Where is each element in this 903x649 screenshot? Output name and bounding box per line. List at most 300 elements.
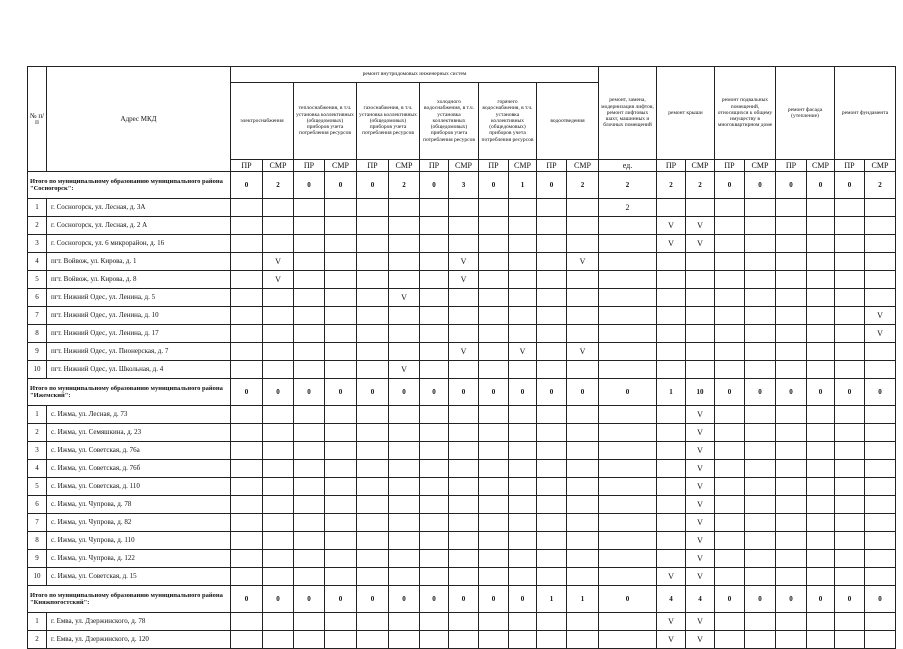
cell-value xyxy=(389,253,420,271)
row-number: 4 xyxy=(28,253,47,271)
cell-value xyxy=(835,478,865,496)
cell-value xyxy=(389,532,420,550)
cell-value xyxy=(807,325,835,343)
cell-value xyxy=(599,325,657,343)
cell-value: V xyxy=(686,478,715,496)
cell-value xyxy=(389,406,420,424)
cell-value xyxy=(776,550,807,568)
cell-value: 0 xyxy=(865,379,896,406)
cell-value xyxy=(449,460,479,478)
cell-value: 2 xyxy=(686,172,715,199)
row-address: с. Ижма, ул. Советская, д. 76б xyxy=(47,460,231,478)
row-number: 2 xyxy=(28,424,47,442)
cell-value xyxy=(263,289,294,307)
cell-value xyxy=(835,568,865,586)
cell-value xyxy=(776,460,807,478)
cell-value xyxy=(657,361,686,379)
row-address: пгт. Войвож, ул. Кирова, д. 1 xyxy=(47,253,231,271)
cell-value xyxy=(776,217,807,235)
table-row xyxy=(28,361,896,379)
cell-value: 0 xyxy=(231,379,263,406)
cell-value: 0 xyxy=(835,586,865,613)
cell-value xyxy=(325,478,357,496)
capital-repair-table xyxy=(27,66,896,649)
cell-value xyxy=(715,424,745,442)
cell-value: 4 xyxy=(657,586,686,613)
row-number: 5 xyxy=(28,478,47,496)
cell-value xyxy=(479,514,509,532)
cell-value: V xyxy=(657,631,686,649)
subheader-smr-20: СМР xyxy=(865,160,896,172)
cell-value xyxy=(715,496,745,514)
cell-value xyxy=(835,442,865,460)
cell-value xyxy=(389,442,420,460)
cell-value: V xyxy=(657,568,686,586)
cell-value xyxy=(294,253,325,271)
header-col-9: ремонт фасада (утепление) xyxy=(776,67,835,160)
row-address: г. Сосногорск, ул. 6 микрорайон, д. 16 xyxy=(47,235,231,253)
cell-value xyxy=(599,460,657,478)
cell-value: 0 xyxy=(263,379,294,406)
row-number: 3 xyxy=(28,235,47,253)
cell-value: 0 xyxy=(715,172,745,199)
cell-value xyxy=(325,361,357,379)
cell-value xyxy=(449,361,479,379)
cell-value xyxy=(835,514,865,532)
row-address: пгт. Нижний Одес, ул. Школьная, д. 4 xyxy=(47,361,231,379)
cell-value xyxy=(231,235,263,253)
cell-value xyxy=(263,406,294,424)
table-row xyxy=(28,343,896,361)
cell-value xyxy=(776,325,807,343)
cell-value xyxy=(420,424,449,442)
cell-value xyxy=(776,271,807,289)
row-address: с. Ижма, ул. Лесная, д. 73 xyxy=(47,406,231,424)
cell-value xyxy=(715,613,745,631)
cell-value xyxy=(715,199,745,217)
row-number: 1 xyxy=(28,199,47,217)
cell-value xyxy=(420,343,449,361)
cell-value xyxy=(776,343,807,361)
subheader-smr-9: СМР xyxy=(509,160,537,172)
subheader-smr-16: СМР xyxy=(745,160,776,172)
cell-value xyxy=(325,289,357,307)
cell-value: 0 xyxy=(776,379,807,406)
header-col-3: холодного водоснабжения, в т.ч. установка коллективных (общедомовых) приборов учета потребления ресурсов xyxy=(420,83,479,160)
cell-value xyxy=(745,550,776,568)
cell-value xyxy=(357,361,389,379)
cell-value xyxy=(479,361,509,379)
cell-value: V xyxy=(263,271,294,289)
row-number: 1 xyxy=(28,406,47,424)
cell-value xyxy=(807,568,835,586)
header-col-5: водоотведения xyxy=(537,83,599,160)
cell-value: 1 xyxy=(509,172,537,199)
cell-value xyxy=(294,217,325,235)
table-row xyxy=(28,424,896,442)
subheader-smr-1: СМР xyxy=(263,160,294,172)
table-row xyxy=(28,325,896,343)
cell-value xyxy=(745,496,776,514)
cell-value: V xyxy=(263,253,294,271)
cell-value xyxy=(357,406,389,424)
cell-value xyxy=(389,199,420,217)
cell-value xyxy=(479,613,509,631)
cell-value xyxy=(231,514,263,532)
cell-value xyxy=(537,442,567,460)
cell-value: 0 xyxy=(715,379,745,406)
cell-value xyxy=(231,406,263,424)
table-row xyxy=(28,532,896,550)
cell-value xyxy=(807,217,835,235)
header-group-engineering: ремонт внутридомовых инженерных систем xyxy=(231,67,599,83)
header-col-10: ремонт фундамента xyxy=(835,67,896,160)
cell-value xyxy=(263,307,294,325)
cell-value xyxy=(537,289,567,307)
cell-value: 0 xyxy=(357,172,389,199)
cell-value xyxy=(449,532,479,550)
cell-value xyxy=(420,271,449,289)
table-row xyxy=(28,442,896,460)
cell-value xyxy=(567,325,599,343)
cell-value xyxy=(389,478,420,496)
cell-value xyxy=(509,424,537,442)
cell-value xyxy=(776,235,807,253)
cell-value xyxy=(357,217,389,235)
cell-value: V xyxy=(686,496,715,514)
cell-value xyxy=(657,460,686,478)
cell-value xyxy=(807,460,835,478)
cell-value xyxy=(865,550,896,568)
cell-value xyxy=(537,550,567,568)
cell-value xyxy=(835,325,865,343)
table-row xyxy=(28,217,896,235)
cell-value xyxy=(389,235,420,253)
cell-value: V xyxy=(686,235,715,253)
cell-value: V xyxy=(567,343,599,361)
cell-value xyxy=(325,424,357,442)
cell-value xyxy=(715,217,745,235)
cell-value xyxy=(357,460,389,478)
cell-value xyxy=(357,442,389,460)
row-number: 2 xyxy=(28,217,47,235)
cell-value xyxy=(420,253,449,271)
cell-value xyxy=(479,199,509,217)
cell-value xyxy=(865,271,896,289)
cell-value xyxy=(807,199,835,217)
cell-value xyxy=(479,406,509,424)
cell-value xyxy=(420,568,449,586)
cell-value xyxy=(231,478,263,496)
cell-value xyxy=(715,271,745,289)
cell-value: 0 xyxy=(420,379,449,406)
cell-value xyxy=(537,235,567,253)
cell-value xyxy=(357,289,389,307)
cell-value: 0 xyxy=(449,379,479,406)
cell-value xyxy=(715,361,745,379)
cell-value xyxy=(294,271,325,289)
cell-value: V xyxy=(389,361,420,379)
cell-value: 0 xyxy=(479,586,509,613)
cell-value xyxy=(657,406,686,424)
cell-value xyxy=(537,325,567,343)
row-address: г. Сосногорск, ул. Лесная, д. 3А xyxy=(47,199,231,217)
cell-value xyxy=(537,496,567,514)
cell-value xyxy=(420,613,449,631)
cell-value: 4 xyxy=(686,586,715,613)
cell-value: V xyxy=(686,406,715,424)
cell-value xyxy=(715,325,745,343)
cell-value xyxy=(807,361,835,379)
cell-value xyxy=(449,325,479,343)
cell-value xyxy=(294,199,325,217)
cell-value xyxy=(835,235,865,253)
cell-value xyxy=(263,442,294,460)
cell-value xyxy=(263,496,294,514)
cell-value xyxy=(865,361,896,379)
subheader-smr-11: СМР xyxy=(567,160,599,172)
cell-value xyxy=(807,514,835,532)
subheader-smr-18: СМР xyxy=(807,160,835,172)
cell-value xyxy=(715,406,745,424)
cell-value xyxy=(263,424,294,442)
cell-value xyxy=(865,613,896,631)
cell-value: V xyxy=(449,271,479,289)
cell-value xyxy=(776,532,807,550)
cell-value xyxy=(745,289,776,307)
cell-value xyxy=(389,217,420,235)
cell-value xyxy=(657,442,686,460)
cell-value xyxy=(263,325,294,343)
cell-value: V xyxy=(509,343,537,361)
cell-value: 0 xyxy=(745,379,776,406)
cell-value xyxy=(537,568,567,586)
cell-value xyxy=(807,271,835,289)
cell-value xyxy=(599,271,657,289)
cell-value xyxy=(231,325,263,343)
cell-value xyxy=(389,568,420,586)
header-col-0: электроснабжения xyxy=(231,83,294,160)
cell-value: V xyxy=(686,568,715,586)
subheader-pr-4: ПР xyxy=(357,160,389,172)
cell-value xyxy=(509,199,537,217)
cell-value xyxy=(263,217,294,235)
cell-value xyxy=(567,613,599,631)
cell-value xyxy=(776,568,807,586)
cell-value: 0 xyxy=(357,586,389,613)
cell-value xyxy=(509,289,537,307)
cell-value xyxy=(835,343,865,361)
cell-value: 1 xyxy=(567,586,599,613)
cell-value: 10 xyxy=(686,379,715,406)
cell-value xyxy=(567,478,599,496)
cell-value xyxy=(567,532,599,550)
cell-value xyxy=(776,424,807,442)
cell-value xyxy=(745,271,776,289)
cell-value xyxy=(745,343,776,361)
cell-value xyxy=(420,496,449,514)
cell-value xyxy=(449,442,479,460)
table-row xyxy=(28,253,896,271)
cell-value: V xyxy=(567,253,599,271)
cell-value xyxy=(294,424,325,442)
cell-value xyxy=(420,514,449,532)
cell-value xyxy=(479,460,509,478)
cell-value: V xyxy=(686,613,715,631)
row-number: 10 xyxy=(28,568,47,586)
cell-value: 0 xyxy=(325,172,357,199)
cell-value xyxy=(449,613,479,631)
cell-value xyxy=(567,307,599,325)
cell-value xyxy=(807,442,835,460)
cell-value xyxy=(835,289,865,307)
cell-value: V xyxy=(449,253,479,271)
cell-value: 2 xyxy=(389,172,420,199)
cell-value xyxy=(231,217,263,235)
cell-value xyxy=(389,325,420,343)
cell-value xyxy=(420,442,449,460)
cell-value xyxy=(807,532,835,550)
cell-value xyxy=(509,307,537,325)
cell-value xyxy=(599,307,657,325)
row-address: с. Ижма, ул. Чупрова, д. 110 xyxy=(47,532,231,550)
row-number: 6 xyxy=(28,496,47,514)
cell-value xyxy=(325,235,357,253)
cell-value xyxy=(537,478,567,496)
subheader-smr-3: СМР xyxy=(325,160,357,172)
cell-value xyxy=(325,613,357,631)
cell-value xyxy=(657,496,686,514)
row-address: пгт. Нижний Одес, ул. Пионерская, д. 7 xyxy=(47,343,231,361)
subheader-pr-0: ПР xyxy=(231,160,263,172)
cell-value xyxy=(745,424,776,442)
cell-value xyxy=(231,550,263,568)
cell-value xyxy=(537,361,567,379)
cell-value: 0 xyxy=(420,586,449,613)
cell-value xyxy=(865,496,896,514)
table-row xyxy=(28,568,896,586)
table-row xyxy=(28,550,896,568)
cell-value: 2 xyxy=(567,172,599,199)
cell-value xyxy=(509,478,537,496)
cell-value xyxy=(294,496,325,514)
cell-value: 0 xyxy=(263,586,294,613)
cell-value xyxy=(420,235,449,253)
cell-value xyxy=(420,532,449,550)
cell-value xyxy=(449,406,479,424)
cell-value: 0 xyxy=(449,586,479,613)
cell-value: 2 xyxy=(263,172,294,199)
total-label: Итого по муниципальному образованию муниципального района "Княжпогостский": xyxy=(28,586,231,613)
cell-value xyxy=(567,235,599,253)
cell-value xyxy=(745,442,776,460)
cell-value xyxy=(263,613,294,631)
cell-value xyxy=(420,406,449,424)
cell-value xyxy=(231,568,263,586)
cell-value xyxy=(479,235,509,253)
cell-value xyxy=(745,199,776,217)
cell-value: V xyxy=(657,235,686,253)
cell-value xyxy=(294,361,325,379)
cell-value xyxy=(479,478,509,496)
cell-value xyxy=(509,568,537,586)
cell-value xyxy=(263,235,294,253)
table-row xyxy=(28,514,896,532)
cell-value xyxy=(715,442,745,460)
cell-value xyxy=(776,442,807,460)
cell-value xyxy=(567,460,599,478)
cell-value xyxy=(657,550,686,568)
cell-value xyxy=(325,496,357,514)
cell-value: V xyxy=(657,613,686,631)
cell-value xyxy=(389,460,420,478)
cell-value xyxy=(231,442,263,460)
cell-value xyxy=(657,424,686,442)
cell-value: 0 xyxy=(715,586,745,613)
cell-value xyxy=(599,343,657,361)
cell-value xyxy=(357,235,389,253)
cell-value xyxy=(776,361,807,379)
row-address: с. Ижма, ул. Чупрова, д. 122 xyxy=(47,550,231,568)
cell-value xyxy=(537,460,567,478)
cell-value xyxy=(865,532,896,550)
cell-value xyxy=(325,199,357,217)
total-label: Итого по муниципальному образованию муниципального района "Сосногорск": xyxy=(28,172,231,199)
cell-value xyxy=(865,406,896,424)
cell-value xyxy=(294,460,325,478)
cell-value xyxy=(509,361,537,379)
cell-value xyxy=(294,532,325,550)
total-label: Итого по муниципальному образованию муниципального района "Ижемский": xyxy=(28,379,231,406)
cell-value xyxy=(776,613,807,631)
row-number: 7 xyxy=(28,307,47,325)
cell-value xyxy=(479,550,509,568)
cell-value xyxy=(835,217,865,235)
cell-value xyxy=(357,550,389,568)
cell-value xyxy=(231,460,263,478)
cell-value: 0 xyxy=(807,586,835,613)
cell-value xyxy=(835,613,865,631)
cell-value xyxy=(715,343,745,361)
cell-value xyxy=(599,532,657,550)
cell-value xyxy=(745,568,776,586)
cell-value: 0 xyxy=(865,586,896,613)
cell-value xyxy=(263,532,294,550)
cell-value: 0 xyxy=(745,172,776,199)
cell-value xyxy=(357,613,389,631)
cell-value: 0 xyxy=(420,172,449,199)
cell-value xyxy=(807,253,835,271)
cell-value: 0 xyxy=(389,379,420,406)
cell-value xyxy=(745,307,776,325)
cell-value xyxy=(357,532,389,550)
cell-value xyxy=(865,460,896,478)
cell-value xyxy=(599,361,657,379)
cell-value xyxy=(357,199,389,217)
cell-value xyxy=(420,307,449,325)
cell-value xyxy=(657,478,686,496)
row-address: с. Ижма, ул. Чупрова, д. 82 xyxy=(47,514,231,532)
cell-value xyxy=(231,289,263,307)
cell-value xyxy=(715,253,745,271)
cell-value xyxy=(357,496,389,514)
cell-value xyxy=(599,424,657,442)
row-address: с. Ижма, ул. Советская, д. 15 xyxy=(47,568,231,586)
cell-value xyxy=(231,271,263,289)
cell-value: 1 xyxy=(657,379,686,406)
cell-value xyxy=(776,307,807,325)
cell-value: 0 xyxy=(325,586,357,613)
